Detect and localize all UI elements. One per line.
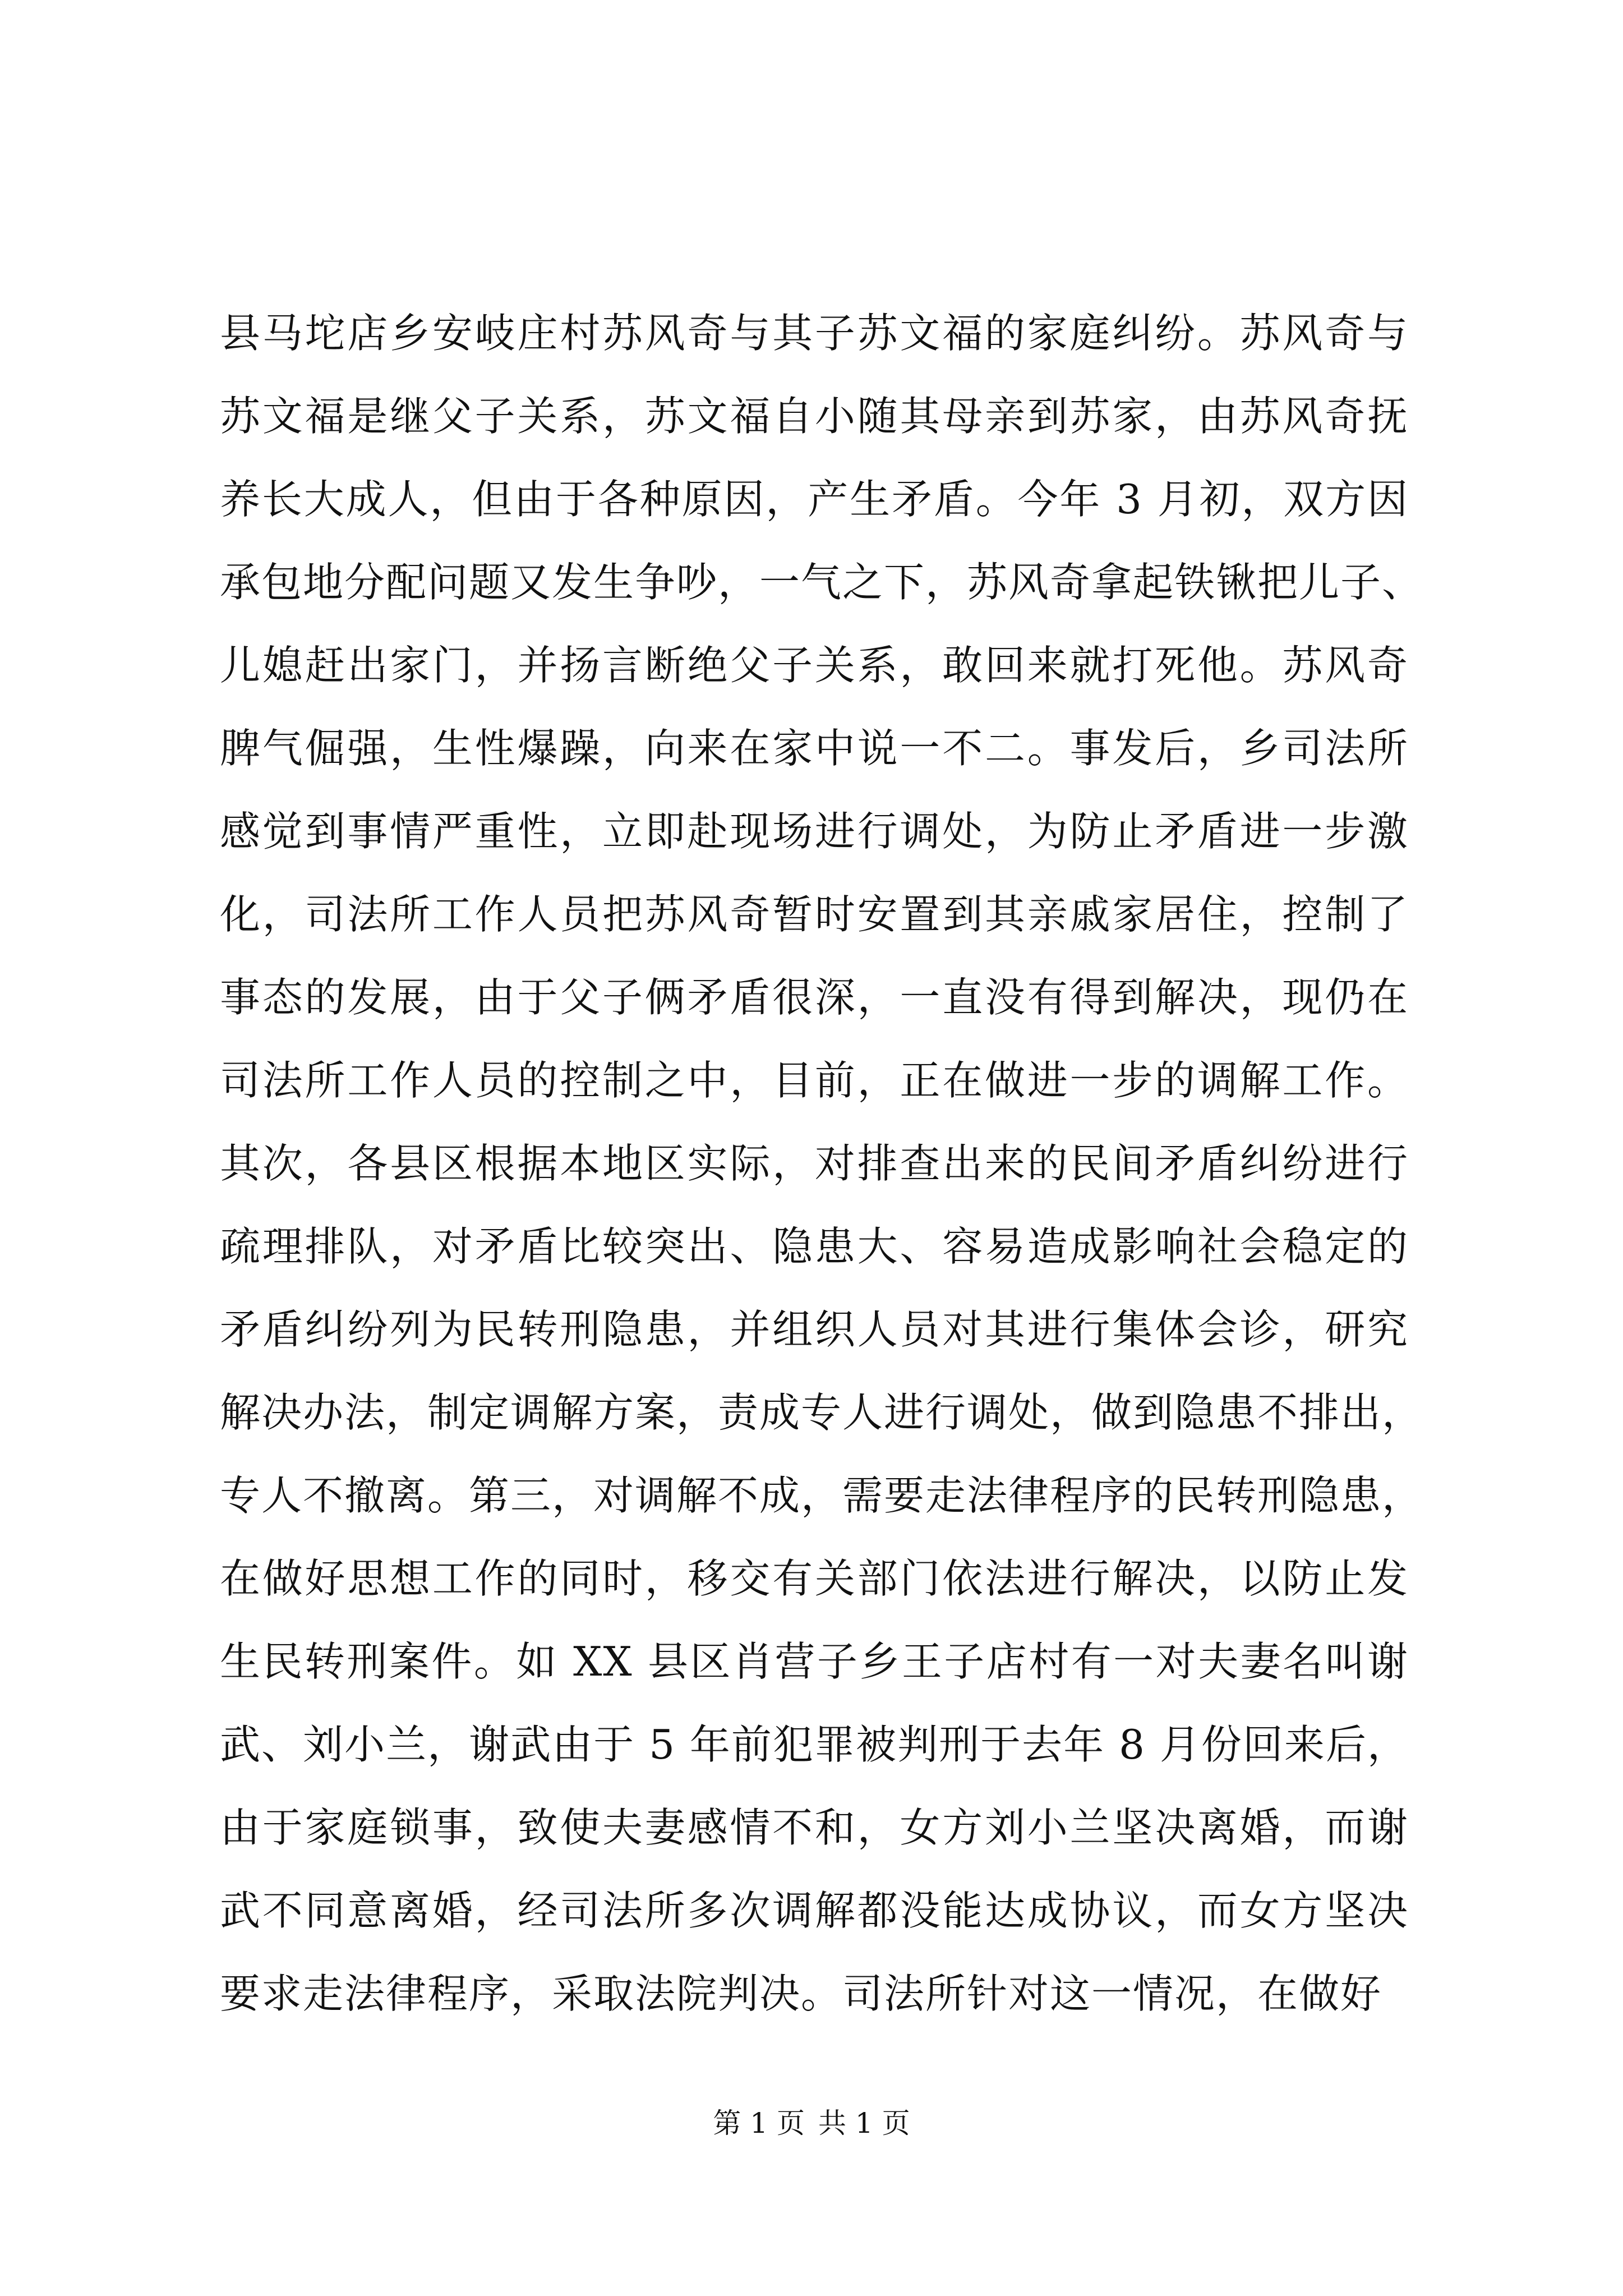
- body-text: [220, 292, 1424, 2035]
- text-line: 疏理排队，对矛盾比较突出、隐患大、容易造成影响社会稳定的: [220, 1223, 1409, 1270]
- text-line: 养长大成人，但由于各种原因，产生矛盾。今年 3 月初，双方因: [220, 476, 1409, 523]
- text-line: 苏文福是继父子关系，苏文福自小随其母亲到苏家，由苏风奇抚: [220, 393, 1409, 440]
- text-line: 武、刘小兰，谢武由于 5 年前犯罪被判刑于去年 8 月份回来后，: [220, 1721, 1409, 1768]
- text-line: 矛盾纠纷列为民转刑隐患，并组织人员对其进行集体会诊，研究: [220, 1306, 1409, 1353]
- text-line: 在做好思想工作的同时，移交有关部门依法进行解决，以防止发: [220, 1555, 1409, 1602]
- text-line: 感觉到事情严重性，立即赴现场进行调处，为防止矛盾进一步激: [220, 808, 1409, 855]
- text-line: 要求走法律程序，采取法院判决。司法所针对这一情况，在做好: [220, 1970, 1382, 2017]
- page-number-current: 第 1 页: [713, 2107, 805, 2139]
- text-line: 化，司法所工作人员把苏风奇暂时安置到其亲戚家居住，控制了: [220, 891, 1409, 938]
- text-line: 县马坨店乡安岐庄村苏风奇与其子苏文福的家庭纠纷。苏风奇与: [220, 310, 1409, 357]
- text-line: 事态的发展，由于父子俩矛盾很深，一直没有得到解决，现仍在: [220, 974, 1409, 1021]
- page-footer: [0, 2104, 1623, 2143]
- text-line: 武不同意离婚，经司法所多次调解都没能达成协议，而女方坚决: [220, 1887, 1409, 1934]
- text-line: 承包地分配问题又发生争吵，一气之下，苏风奇拿起铁锹把儿子、: [220, 559, 1424, 606]
- text-line: 专人不撤离。第三，对调解不成，需要走法律程序的民转刑隐患，: [220, 1472, 1424, 1519]
- page-number-total: 共 1 页: [818, 2107, 910, 2139]
- text-line: 脾气倔强，生性爆躁，向来在家中说一不二。事发后，乡司法所: [220, 725, 1409, 772]
- text-line: 儿媳赶出家门，并扬言断绝父子关系，敢回来就打死他。苏风奇: [220, 642, 1409, 689]
- text-line: 解决办法，制定调解方案，责成专人进行调处，做到隐患不排出，: [220, 1389, 1424, 1436]
- text-line: 其次，各县区根据本地区实际，对排查出来的民间矛盾纠纷进行: [220, 1140, 1409, 1187]
- text-line: 由于家庭锁事，致使夫妻感情不和，女方刘小兰坚决离婚，而谢: [220, 1804, 1409, 1851]
- text-line: 司法所工作人员的控制之中，目前，正在做进一步的调解工作。: [220, 1057, 1409, 1104]
- text-line: 生民转刑案件。如 XX 县区肖营子乡王子店村有一对夫妻名叫谢: [220, 1638, 1409, 1685]
